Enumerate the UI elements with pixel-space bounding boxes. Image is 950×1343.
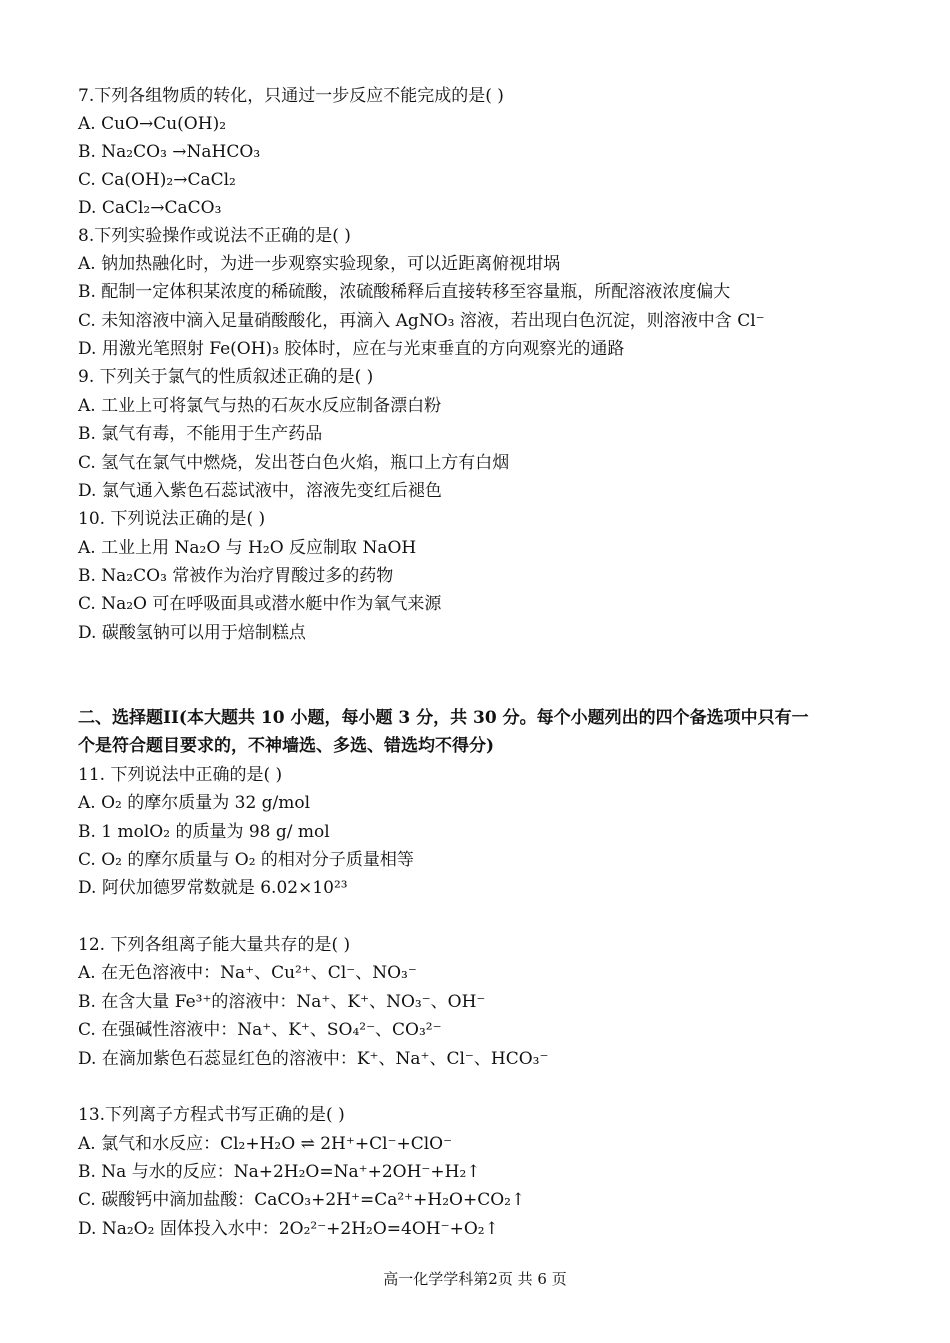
question-13: 13.下列离子方程式书写正确的是( )	[78, 1105, 345, 1125]
option-12d: D. 在滴加紫色石蕊显红色的溶液中：K⁺、Na⁺、Cl⁻、HCO₃⁻	[78, 1049, 549, 1069]
option-9a: A. 工业上可将氯气与热的石灰水反应制备漂白粉	[78, 396, 442, 416]
option-10a: A. 工业上用 Na₂O 与 H₂O 反应制取 NaOH	[78, 538, 417, 558]
option-11d: D. 阿伏加德罗常数就是 6.02×10²³	[78, 878, 348, 898]
option-10c: C. Na₂O 可在呼吸面具或潜水艇中作为氧气来源	[78, 594, 442, 614]
option-11a: A. O₂ 的摩尔质量为 32 g/mol	[78, 793, 311, 813]
option-7d: D. CaCl₂→CaCO₃	[78, 198, 222, 218]
option-12c: C. 在强碱性溶液中：Na⁺、K⁺、SO₄²⁻、CO₃²⁻	[78, 1020, 442, 1040]
option-8a: A. 钠加热融化时，为进一步观察实验现象，可以近距离俯视坩埚	[78, 254, 561, 274]
section-heading-line-2: 个是符合题目要求的，不神墙选、多选、错选均不得分)	[78, 736, 495, 756]
option-13a: A. 氯气和水反应：Cl₂+H₂O ⇌ 2H⁺+Cl⁻+ClO⁻	[78, 1134, 453, 1154]
page-footer: 高一化学学科第2页 共 6 页	[383, 1270, 567, 1288]
section-heading-continued	[78, 732, 878, 760]
option-13c: C. 碳酸钙中滴加盐酸：CaCO₃+2H⁺=Ca²⁺+H₂O+CO₂↑	[78, 1190, 526, 1210]
option-9d: D. 氯气通入紫色石蕊试液中，溶液先变红后褪色	[78, 481, 442, 501]
option-13b: B. Na 与水的反应：Na+2H₂O=Na⁺+2OH⁻+H₂↑	[78, 1162, 481, 1182]
option-10b: B. Na₂CO₃ 常被作为治疗胃酸过多的药物	[78, 566, 394, 586]
option-7a: A. CuO→Cu(OH)₂	[78, 114, 227, 134]
option-11b: B. 1 molO₂ 的质量为 98 g/ mol	[78, 822, 330, 842]
option-7b: B. Na₂CO₃ →NaHCO₃	[78, 142, 261, 162]
option-9c: C. 氢气在氯气中燃烧，发出苍白色火焰，瓶口上方有白烟	[78, 453, 510, 473]
question-12: 12. 下列各组离子能大量共存的是( )	[78, 935, 351, 955]
option-9b: B. 氯气有毒，不能用于生产药品	[78, 424, 323, 444]
question-10: 10. 下列说法正确的是( )	[78, 509, 266, 529]
option-7c: C. Ca(OH)₂→CaCl₂	[78, 170, 236, 190]
question-11: 11. 下列说法中正确的是( )	[78, 765, 283, 785]
question-8: 8.下列实验操作或说法不正确的是( )	[78, 226, 351, 246]
option-10d: D. 碳酸氢钠可以用于焙制糕点	[78, 623, 306, 643]
option-8d: D. 用激光笔照射 Fe(OH)₃ 胶体时，应在与光束垂直的方向观察光的通路	[78, 339, 625, 359]
section-heading-line-1: 二、选择题II(本大题共 10 小题，每小题 3 分，共 30 分。每个小题列出的四个备选项中只有一	[78, 708, 809, 728]
option-12a: A. 在无色溶液中：Na⁺、Cu²⁺、Cl⁻、NO₃⁻	[78, 963, 417, 983]
question-9: 9. 下列关于氯气的性质叙述正确的是( )	[78, 367, 374, 387]
option-8b: B. 配制一定体积某浓度的稀硫酸，浓硫酸稀释后直接转移至容量瓶，所配溶液浓度偏大	[78, 282, 731, 302]
option-11c: C. O₂ 的摩尔质量与 O₂ 的相对分子质量相等	[78, 850, 414, 870]
option-8c: C. 未知溶液中滴入足量硝酸酸化，再滴入 AgNO₃ 溶液，若出现白色沉淀，则溶液中含 Cl⁻	[78, 311, 765, 331]
section-heading	[78, 704, 878, 732]
question-7: 7.下列各组物质的转化，只通过一步反应不能完成的是( )	[78, 86, 504, 106]
option-13d: D. Na₂O₂ 固体投入水中：2O₂²⁻+2H₂O=4OH⁻+O₂↑	[78, 1219, 499, 1239]
option-12b: B. 在含大量 Fe³⁺的溶液中：Na⁺、K⁺、NO₃⁻、OH⁻	[78, 992, 486, 1012]
